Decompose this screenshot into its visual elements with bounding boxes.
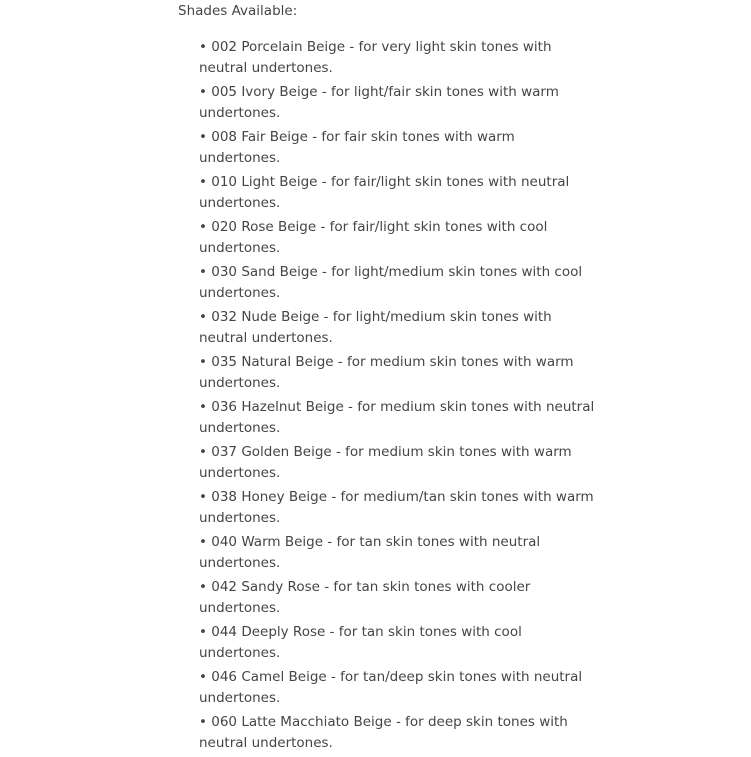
shade-item-line2: undertones.	[199, 149, 281, 166]
shade-item-line2: neutral undertones.	[199, 59, 333, 76]
shade-item-line1: • 002 Porcelain Beige - for very light skin tones with	[199, 39, 552, 55]
shade-item-line1: • 032 Nude Beige - for light/medium skin tones with	[199, 309, 552, 325]
shade-item-line2: undertones.	[199, 194, 281, 211]
shade-item-line1: • 035 Natural Beige - for medium skin tones with warm	[199, 354, 574, 370]
shade-item-line1: • 038 Honey Beige - for medium/tan skin tones with warm	[199, 489, 594, 505]
shade-item-038	[199, 487, 594, 532]
shade-item-line1: • 005 Ivory Beige - for light/fair skin tones with warm	[199, 84, 559, 100]
shade-item-line1: • 044 Deeply Rose - for tan skin tones with cool	[199, 624, 522, 640]
shade-item-044	[199, 622, 579, 667]
shade-item-line1: • 036 Hazelnut Beige - for medium skin tones with neutral	[199, 399, 595, 415]
shade-item-line1: • 030 Sand Beige - for light/medium skin tones with cool	[199, 264, 583, 280]
shade-item-line2: undertones.	[199, 464, 281, 481]
shade-item-032	[199, 307, 579, 352]
shade-item-008	[199, 127, 579, 172]
shade-item-035	[199, 352, 579, 397]
shade-item-046	[199, 667, 583, 712]
shade-item-line2: undertones.	[199, 644, 281, 661]
shade-item-line1: • 010 Light Beige - for fair/light skin tones with neutral	[199, 174, 570, 190]
shade-item-line1: • 037 Golden Beige - for medium skin tones with warm	[199, 444, 572, 460]
shade-item-002	[199, 37, 579, 82]
shade-item-040	[199, 532, 579, 577]
shade-item-line2: neutral undertones.	[199, 734, 333, 751]
shade-item-line2: undertones.	[199, 239, 281, 256]
shade-item-line1: • 008 Fair Beige - for fair skin tones with warm	[199, 129, 515, 145]
shade-item-line1: • 042 Sandy Rose - for tan skin tones with cooler	[199, 579, 531, 595]
shade-item-line1: • 020 Rose Beige - for fair/light skin tones with cool	[199, 219, 548, 235]
shade-item-030	[199, 262, 583, 307]
shade-item-010	[199, 172, 579, 217]
shade-item-line2: undertones.	[199, 509, 281, 526]
shade-item-line2: undertones.	[199, 374, 281, 391]
shade-item-060	[199, 712, 579, 757]
shade-item-line1: • 046 Camel Beige - for tan/deep skin tones with neutral	[199, 669, 583, 685]
shade-item-020	[199, 217, 579, 262]
shade-item-line2: undertones.	[199, 284, 281, 301]
shade-item-037	[199, 442, 579, 487]
shade-item-036	[199, 397, 595, 442]
shades-heading: Shades Available:	[178, 3, 298, 19]
shade-item-line2: undertones.	[199, 104, 281, 121]
shade-item-005	[199, 82, 579, 127]
shade-item-line2: undertones.	[199, 689, 281, 706]
shade-list	[199, 37, 595, 757]
shade-item-line2: neutral undertones.	[199, 329, 333, 346]
shade-item-line1: • 060 Latte Macchiato Beige - for deep skin tones with	[199, 714, 568, 730]
shade-item-line2: undertones.	[199, 554, 281, 571]
shade-item-line2: undertones.	[199, 419, 281, 436]
shade-item-line2: undertones.	[199, 599, 281, 616]
shade-item-042	[199, 577, 579, 622]
shade-item-line1: • 040 Warm Beige - for tan skin tones with neutral	[199, 534, 541, 550]
